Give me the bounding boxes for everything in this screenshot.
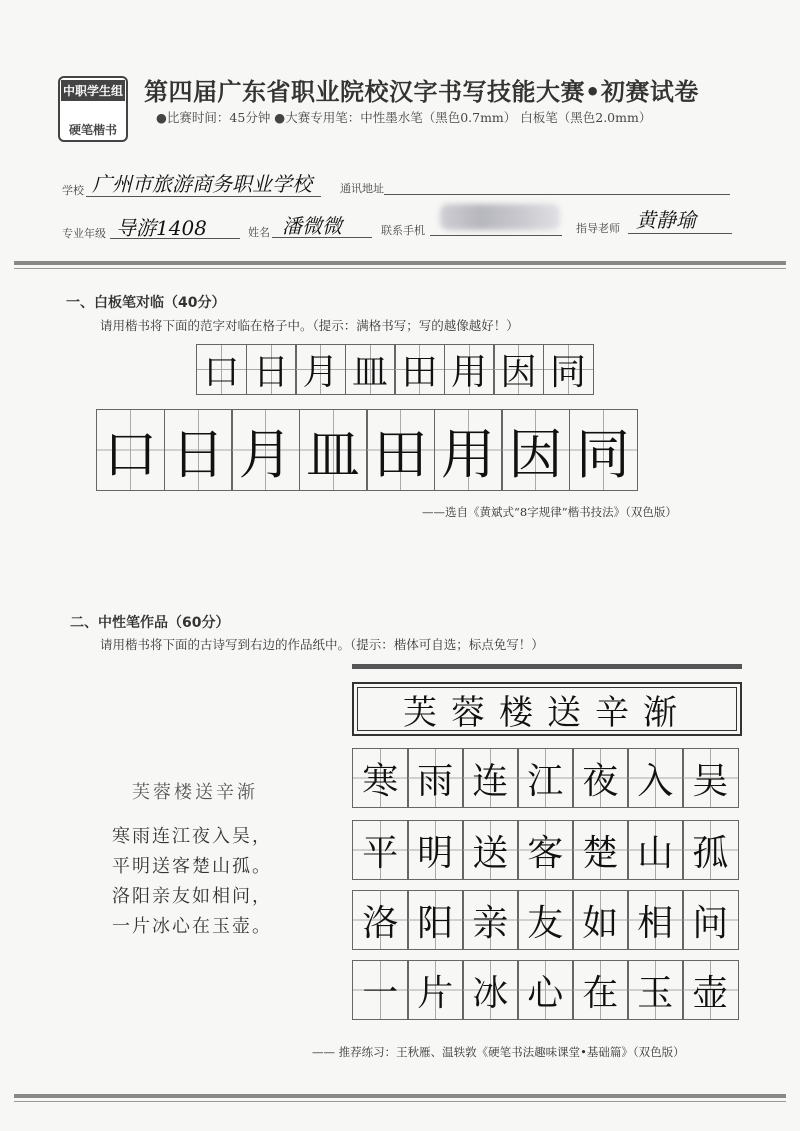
model-char-cell: 日: [246, 344, 297, 395]
written-poem-cell: 雨: [407, 748, 464, 808]
written-poem-cell: 玉: [627, 960, 684, 1020]
printed-poem-title: 芙蓉楼送辛渐: [132, 782, 258, 803]
model-char-grid: [196, 344, 592, 395]
model-char-cell: 用: [444, 344, 495, 395]
written-poem-cell: 在: [572, 960, 629, 1020]
phone-label: 联系手机: [381, 224, 425, 237]
written-poem-row: [352, 820, 737, 880]
written-poem-cell: 相: [627, 890, 684, 950]
section2-heading: 二、中性笔作品（60分）: [70, 615, 230, 631]
model-char-cell: 口: [196, 344, 247, 395]
exam-title: 第四届广东省职业院校汉字书写技能大赛•初赛试卷: [144, 78, 699, 106]
written-poem-cell: 平: [352, 820, 409, 880]
written-poem-row: [352, 748, 737, 808]
written-poem-cell: 洛: [352, 890, 409, 950]
written-poem-cell: 山: [627, 820, 684, 880]
written-poem-cell: 送: [462, 820, 519, 880]
footer-divider-thick: [14, 1094, 786, 1098]
teacher-label: 指导老师: [576, 222, 620, 235]
badge-style-label: 硬笔楷书: [68, 123, 117, 137]
written-poem-cell: 一: [352, 960, 409, 1020]
printed-poem-line: 一片冰心在玉壶。: [112, 916, 272, 937]
section1-instruction: 请用楷书将下面的范字对临在格子中。（提示：满格书写；写的越像越好！）: [100, 318, 519, 333]
address-underline: [384, 194, 730, 195]
school-label: 学校: [62, 184, 84, 197]
exam-subtitle: ●比赛时间：45分钟 ●大赛专用笔：中性墨水笔（黑色0.7mm） 白板笔（黑色2.0mm）: [156, 110, 652, 125]
written-poem-row: [352, 960, 737, 1020]
written-poem-row: [352, 890, 737, 950]
badge-group-label: 中职学生组: [61, 80, 125, 101]
written-char-cell: 皿: [299, 409, 368, 491]
written-poem-cell: 客: [517, 820, 574, 880]
address-label: 通讯地址: [340, 182, 384, 195]
written-char-cell: 因: [501, 409, 570, 491]
name-value: 潘微微: [282, 214, 342, 238]
written-char-cell: 同: [569, 409, 638, 491]
written-char-cell: 田: [366, 409, 435, 491]
written-char-grid: [96, 409, 636, 491]
written-poem-cell: 片: [407, 960, 464, 1020]
category-badge: [58, 76, 128, 142]
written-poem-cell: 吴: [682, 748, 739, 808]
written-poem-cell: 江: [517, 748, 574, 808]
major-value: 导游1408: [116, 216, 207, 240]
written-poem-cell: 阳: [407, 890, 464, 950]
printed-poem-line: 平明送客楚山孤。: [112, 856, 272, 877]
written-poem-cell: 明: [407, 820, 464, 880]
name-label: 姓名: [248, 226, 270, 239]
written-poem-title: 芙蓉楼送辛渐: [352, 682, 742, 736]
written-poem-cell: 心: [517, 960, 574, 1020]
model-char-cell: 皿: [345, 344, 396, 395]
header-divider-thick: [14, 261, 786, 265]
model-char-cell: 因: [493, 344, 544, 395]
header-divider-thin: [14, 268, 786, 269]
written-poem-cell: 孤: [682, 820, 739, 880]
written-poem-cell: 壶: [682, 960, 739, 1020]
written-char-cell: 月: [231, 409, 300, 491]
section2-instruction: 请用楷书将下面的古诗写到右边的作品纸中。（提示：楷体可自选；标点免写！）: [100, 637, 544, 652]
section1-credit: ——选自《黄斌式“8字规律”楷书技法》（双色版）: [422, 505, 677, 519]
model-char-cell: 月: [295, 344, 346, 395]
written-poem-cell: 亲: [462, 890, 519, 950]
major-label: 专业年级: [62, 227, 106, 240]
teacher-underline: [628, 233, 732, 234]
written-poem-cell: 夜: [572, 748, 629, 808]
written-poem-cell: 友: [517, 890, 574, 950]
printed-poem-line: 洛阳亲友如相问，: [112, 886, 272, 907]
written-char-cell: 日: [164, 409, 233, 491]
model-char-cell: 同: [543, 344, 594, 395]
written-poem-cell: 如: [572, 890, 629, 950]
written-poem-cell: 问: [682, 890, 739, 950]
phone-underline: [430, 235, 562, 236]
written-poem-cell: 入: [627, 748, 684, 808]
phone-redacted: [440, 204, 560, 230]
model-char-cell: 田: [394, 344, 445, 395]
school-value: 广州市旅游商务职业学校: [92, 172, 312, 196]
section1-heading: 一、白板笔对临（40分）: [66, 295, 226, 311]
written-char-cell: 口: [96, 409, 165, 491]
footer-divider-thin: [14, 1101, 786, 1102]
written-poem-cell: 楚: [572, 820, 629, 880]
section2-credit: —— 推荐练习：王秋雁、温轶敦《硬笔书法趣味课堂•基础篇》（双色版）: [312, 1045, 685, 1059]
written-poem-cell: 冰: [462, 960, 519, 1020]
written-poem-cell: 连: [462, 748, 519, 808]
printed-poem-line: 寒雨连江夜入吴，: [112, 826, 272, 847]
written-poem-cell: 寒: [352, 748, 409, 808]
written-char-cell: 用: [434, 409, 503, 491]
teacher-value: 黄静瑜: [636, 208, 696, 232]
